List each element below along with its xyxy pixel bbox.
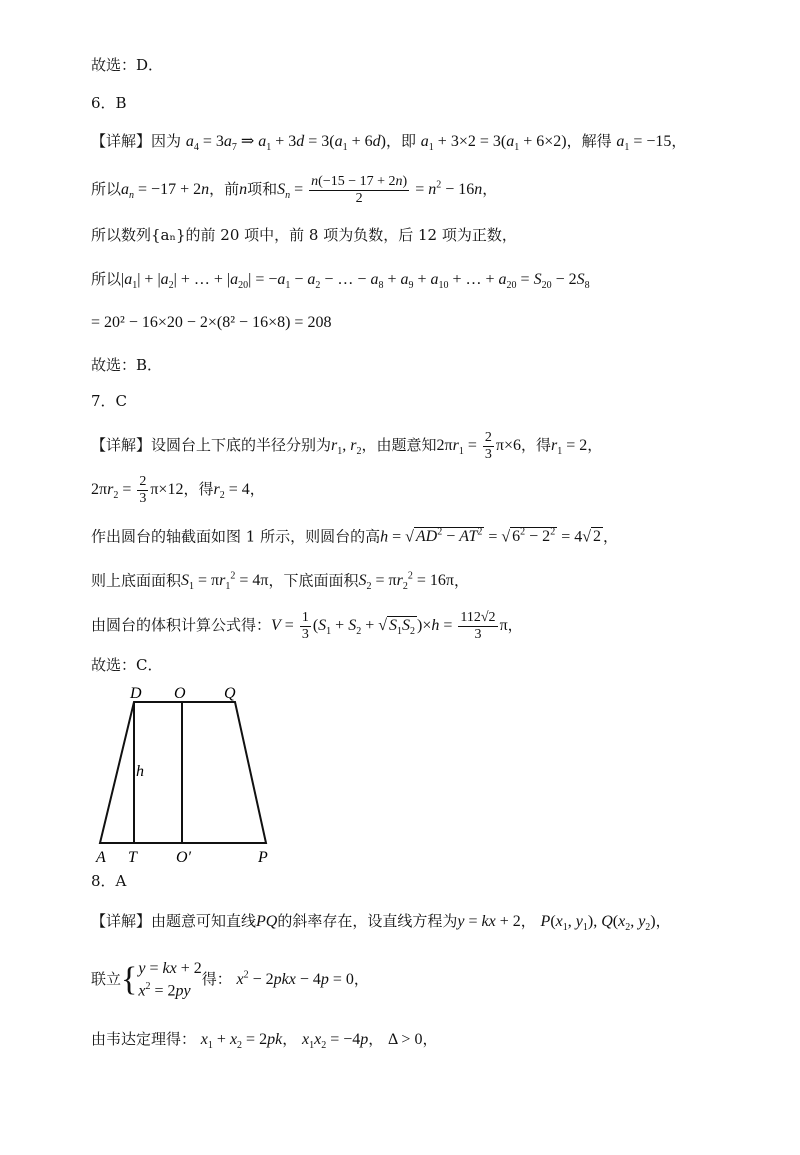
answer-line-7: 故选：C．: [91, 656, 163, 674]
label-O: O: [174, 685, 186, 702]
label-h: h: [136, 763, 144, 780]
question-8-header: 8．A: [91, 872, 127, 890]
q6-eq-2: $a_1 + 3\times 2 = 3(a_1 + 6\times 2)$: [420, 133, 567, 154]
q8-line-2: 联立{ y = kx + 2 $x^2 = 2py$ 得： $x^2 - 2pkx - 4p = 0$，: [91, 960, 369, 1000]
q8-line-1: 【详解】由题意可知直线PQ的斜率存在，设直线方程为y = kx + 2， $P(x_1$, $y_1$), $Q(x_2$, $y_2$)，: [91, 912, 671, 934]
q7-line-4: 则上底面面积$S_1 = \pi r_1^2 = 4\pi$，下底面面积$S_2 = \pi r_2^2 = 16\pi$，: [91, 571, 469, 593]
q6-line-2: 所以$a_n = -17 + 2n$，前n项和$S_n$ = $\frac{n(-15 - 17 + 2n)}{2}$ = $n^2 - 16n$，: [91, 174, 498, 206]
q7-eq-3: h = √ $AD^2 - AT^2$ = √ $6^2 - 2^2 = 4√$ 2: [380, 527, 601, 546]
trapezoid-figure: [90, 680, 290, 866]
q8-points: $P(x_1$, $y_1$), $Q(x_2$, $y_2$): [540, 913, 656, 934]
question-7-header: 7．C: [91, 392, 128, 410]
q8-eq-4: Δ > 0: [388, 1031, 423, 1048]
detail-tag: 【详解】: [91, 132, 152, 150]
q6-eq-6: $|a_1| + |a_2|$ + … + $|a_{20}| = -a_1 - a_2$ − … − $a_8 + a_9 + a_{10}$ + … + $a_{20} = S_{20} - 2S_8$: [121, 271, 590, 292]
q6-eq-5: $S_n$ = $\frac{n(-15 - 17 + 2n)}{2}$ = $n^2 - 16n$: [277, 174, 483, 206]
label-D: D: [130, 685, 142, 702]
q7-line-3: 作出圆台的轴截面如图 1 所示，则圆台的高h = √ $AD^2 - AT^2$ = √ $6^2 - 2^2 = 4√$ 2 ，: [91, 527, 619, 546]
q6-line-1: 【详解】因为 $a_4 = 3a_7$ ⇒ $a_1 + 3d = 3(a_1 + 6d)$，即 $a_1 + 3\times 2 = 3(a_1 + 6\times 2)$，解得 $a_1 = -15$，: [91, 132, 687, 154]
label-Q: Q: [224, 685, 236, 702]
q8-eq-1: $x^2 - 2pkx - 4p = 0$: [236, 969, 354, 989]
answer-line-5: 故选：D．: [91, 56, 164, 74]
q8-line-3: 由韦达定理得： $x_1 + x_2 = 2pk$， $x_1x_2 = -4p$， Δ > 0，: [91, 1030, 438, 1052]
q6-eq-4: $a_n = -17 + 2n$: [121, 181, 210, 202]
answer-line-6: 故选：B．: [91, 356, 163, 374]
label-O-prime: O′: [176, 849, 192, 866]
question-6-header: 6．B: [91, 94, 127, 112]
detail-tag: 【详解】: [91, 436, 152, 455]
label-P: P: [258, 849, 268, 866]
label-T: T: [128, 849, 137, 866]
q6-eq-1: $a_4 = 3a_7$ ⇒ $a_1 + 3d = 3(a_1 + 6d)$: [185, 133, 386, 154]
q7-eq-4: V = $\frac{1}{3}$ ($S_1 + S_2$ + √ $S_1S_2$ )×h = $\frac{112√2}{3}$ π: [271, 610, 508, 642]
label-A: A: [96, 849, 106, 866]
q6-eq-3: $a_1 = -15$: [616, 133, 672, 154]
q7-line-1: 【详解】设圆台上下底的半径分别为$r_1$, $r_2$，由题意知$2\pi r_1$ = $\frac{2}{3}$ π×6，得$r_1 = 2$，: [91, 430, 603, 462]
detail-tag: 【详解】: [91, 912, 152, 930]
q7-eq-2: $2\pi r_2$ = $\frac{2}{3}$ π×12: [91, 474, 184, 506]
q6-line-5: = 20² − 16×20 − 2×(8² − 16×8) = 208: [91, 314, 332, 331]
q8-eq-3: $x_1x_2 = -4p$: [301, 1031, 369, 1052]
q8-system: y = kx + 2 $x^2 = 2py$: [138, 960, 202, 1000]
q7-eq-1: $2\pi r_1$ = $\frac{2}{3}$ π×6: [436, 430, 521, 462]
q7-line-5: 由圆台的体积计算公式得：V = $\frac{1}{3}$ ($S_1 + S_2$ + √ $S_1S_2$ )×h = $\frac{112√2}{3}$ π，: [91, 610, 523, 642]
q6-line-4: 所以$|a_1| + |a_2|$ + … + $|a_{20}| = -a_1 - a_2$ − … − $a_8 + a_9 + a_{10}$ + … + $a_{20} = S_{20} - 2S_8$: [91, 270, 590, 292]
q7-line-2: $2\pi r_2$ = $\frac{2}{3}$ π×12，得$r_2 = 4$，: [91, 474, 265, 506]
q6-line-3: 所以数列{aₙ}的前 20 项中，前 8 项为负数，后 12 项为正数，: [91, 226, 517, 244]
q8-eq-2: $x_1 + x_2 = 2pk$: [200, 1031, 283, 1052]
